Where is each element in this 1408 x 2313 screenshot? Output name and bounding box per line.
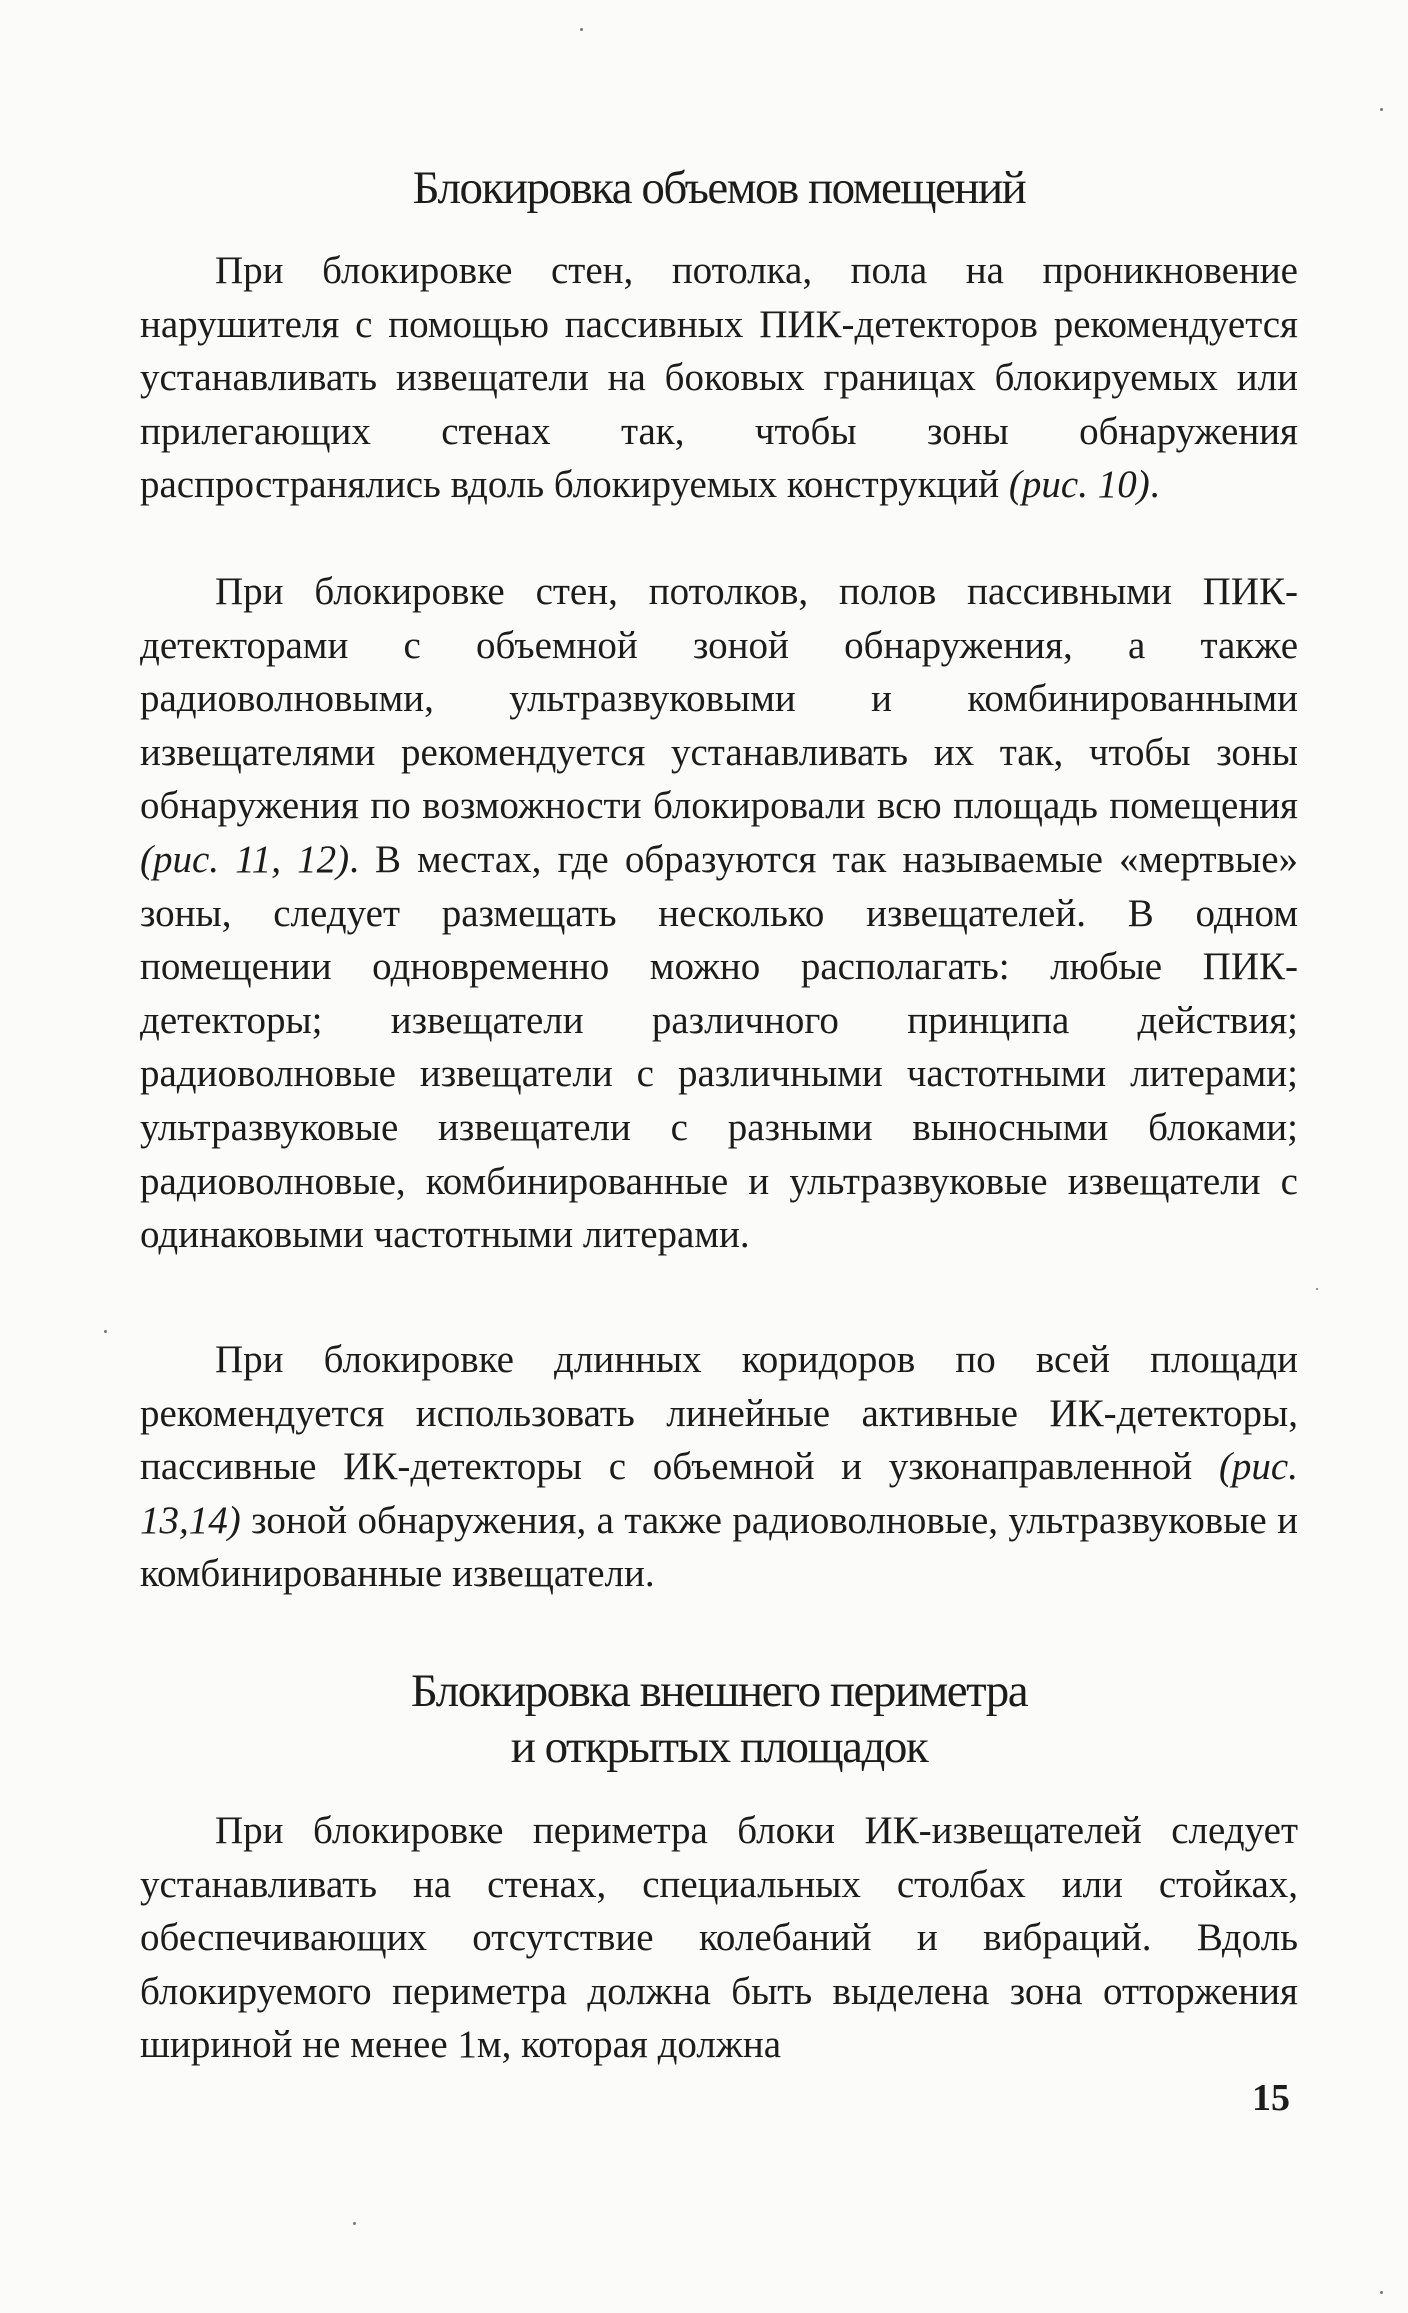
paragraph-3 [140, 1333, 1298, 1601]
paragraph-3-text: При блокировке длинных коридоров по всей площади рекомендуется использовать линейные активные ИК-детекторы, пассивные ИК-детекторы с объемной и узконаправленной [140, 1338, 1298, 1489]
scan-speck [1380, 2291, 1383, 2294]
paragraph-1 [140, 244, 1298, 512]
section-heading-line-2: и открытых площадок [510, 1721, 928, 1773]
scan-speck [1316, 1288, 1318, 1290]
paragraph-2-text: При блокировке стен, потолков, полов пассивными ПИК-детекторами с объемной зоной обнаружения, а также радиоволновыми, ультразвуковыми и комбинированными извещателями рекомендуется устанавливать их так, чтобы зоны обнаружения по возможности блокировали всю площадь помещения [140, 570, 1298, 828]
section-heading-volume-blocking: Блокировка объемов помещений [412, 162, 1026, 214]
paragraph-2-figure-ref: (рис. 11, 12) [140, 837, 350, 881]
paragraph-3-figure-ref: (рис. 13,14) [140, 1445, 1298, 1542]
paragraph-4 [140, 1804, 1298, 2072]
scan-speck [353, 2222, 356, 2225]
paragraph-2-text-after: . В местах, где образуются так называемые «мертвые» зоны, следует размещать несколько извещателей. В одном помещении одновременно можно располагать: любые ПИК-детекторы; извещатели различного принципа действия; радиоволновые извещатели с различными частотными литерами; ультразвуковые извещатели с разными выносными блоками; радиоволновые, комбинированные и ультразвуковые извещатели с одинаковыми частотными литерами. [140, 837, 1299, 1257]
paragraph-3-text-after: зоной обнаружения, а также радиоволновые, ультразвуковые и комбинированные извещатели. [140, 1498, 1298, 1596]
section-heading-line-1: Блокировка внешнего периметра [410, 1665, 1028, 1717]
scan-speck [104, 1330, 107, 1333]
page-number: 15 [1252, 2077, 1290, 2119]
scan-speck [580, 28, 583, 31]
paragraph-4-text: При блокировке периметра блоки ИК-извещателей следует устанавливать на стенах, специальных столбах или стойках, обеспечивающих отсутствие колебаний и вибраций. Вдоль блокируемого периметра должна быть выделена зона отторжения шириной не менее 1м, которая должна [140, 1809, 1298, 2067]
paragraph-1-text: При блокировке стен, потолка, пола на проникновение нарушителя с помощью пассивных ПИК-детекторов рекомендуется устанавливать извещатели на боковых границах блокируемых или прилегающих стенах так, чтобы зоны обнаружения распространялись вдоль блокируемых конструкций [140, 249, 1298, 507]
paragraph-1-text-after: . [1149, 463, 1160, 507]
section-heading-perimeter-blocking [140, 1663, 1298, 1775]
scan-speck [1380, 108, 1383, 111]
paragraph-1-figure-ref: (рис. 10) [1008, 463, 1150, 507]
paragraph-2 [140, 565, 1298, 1262]
